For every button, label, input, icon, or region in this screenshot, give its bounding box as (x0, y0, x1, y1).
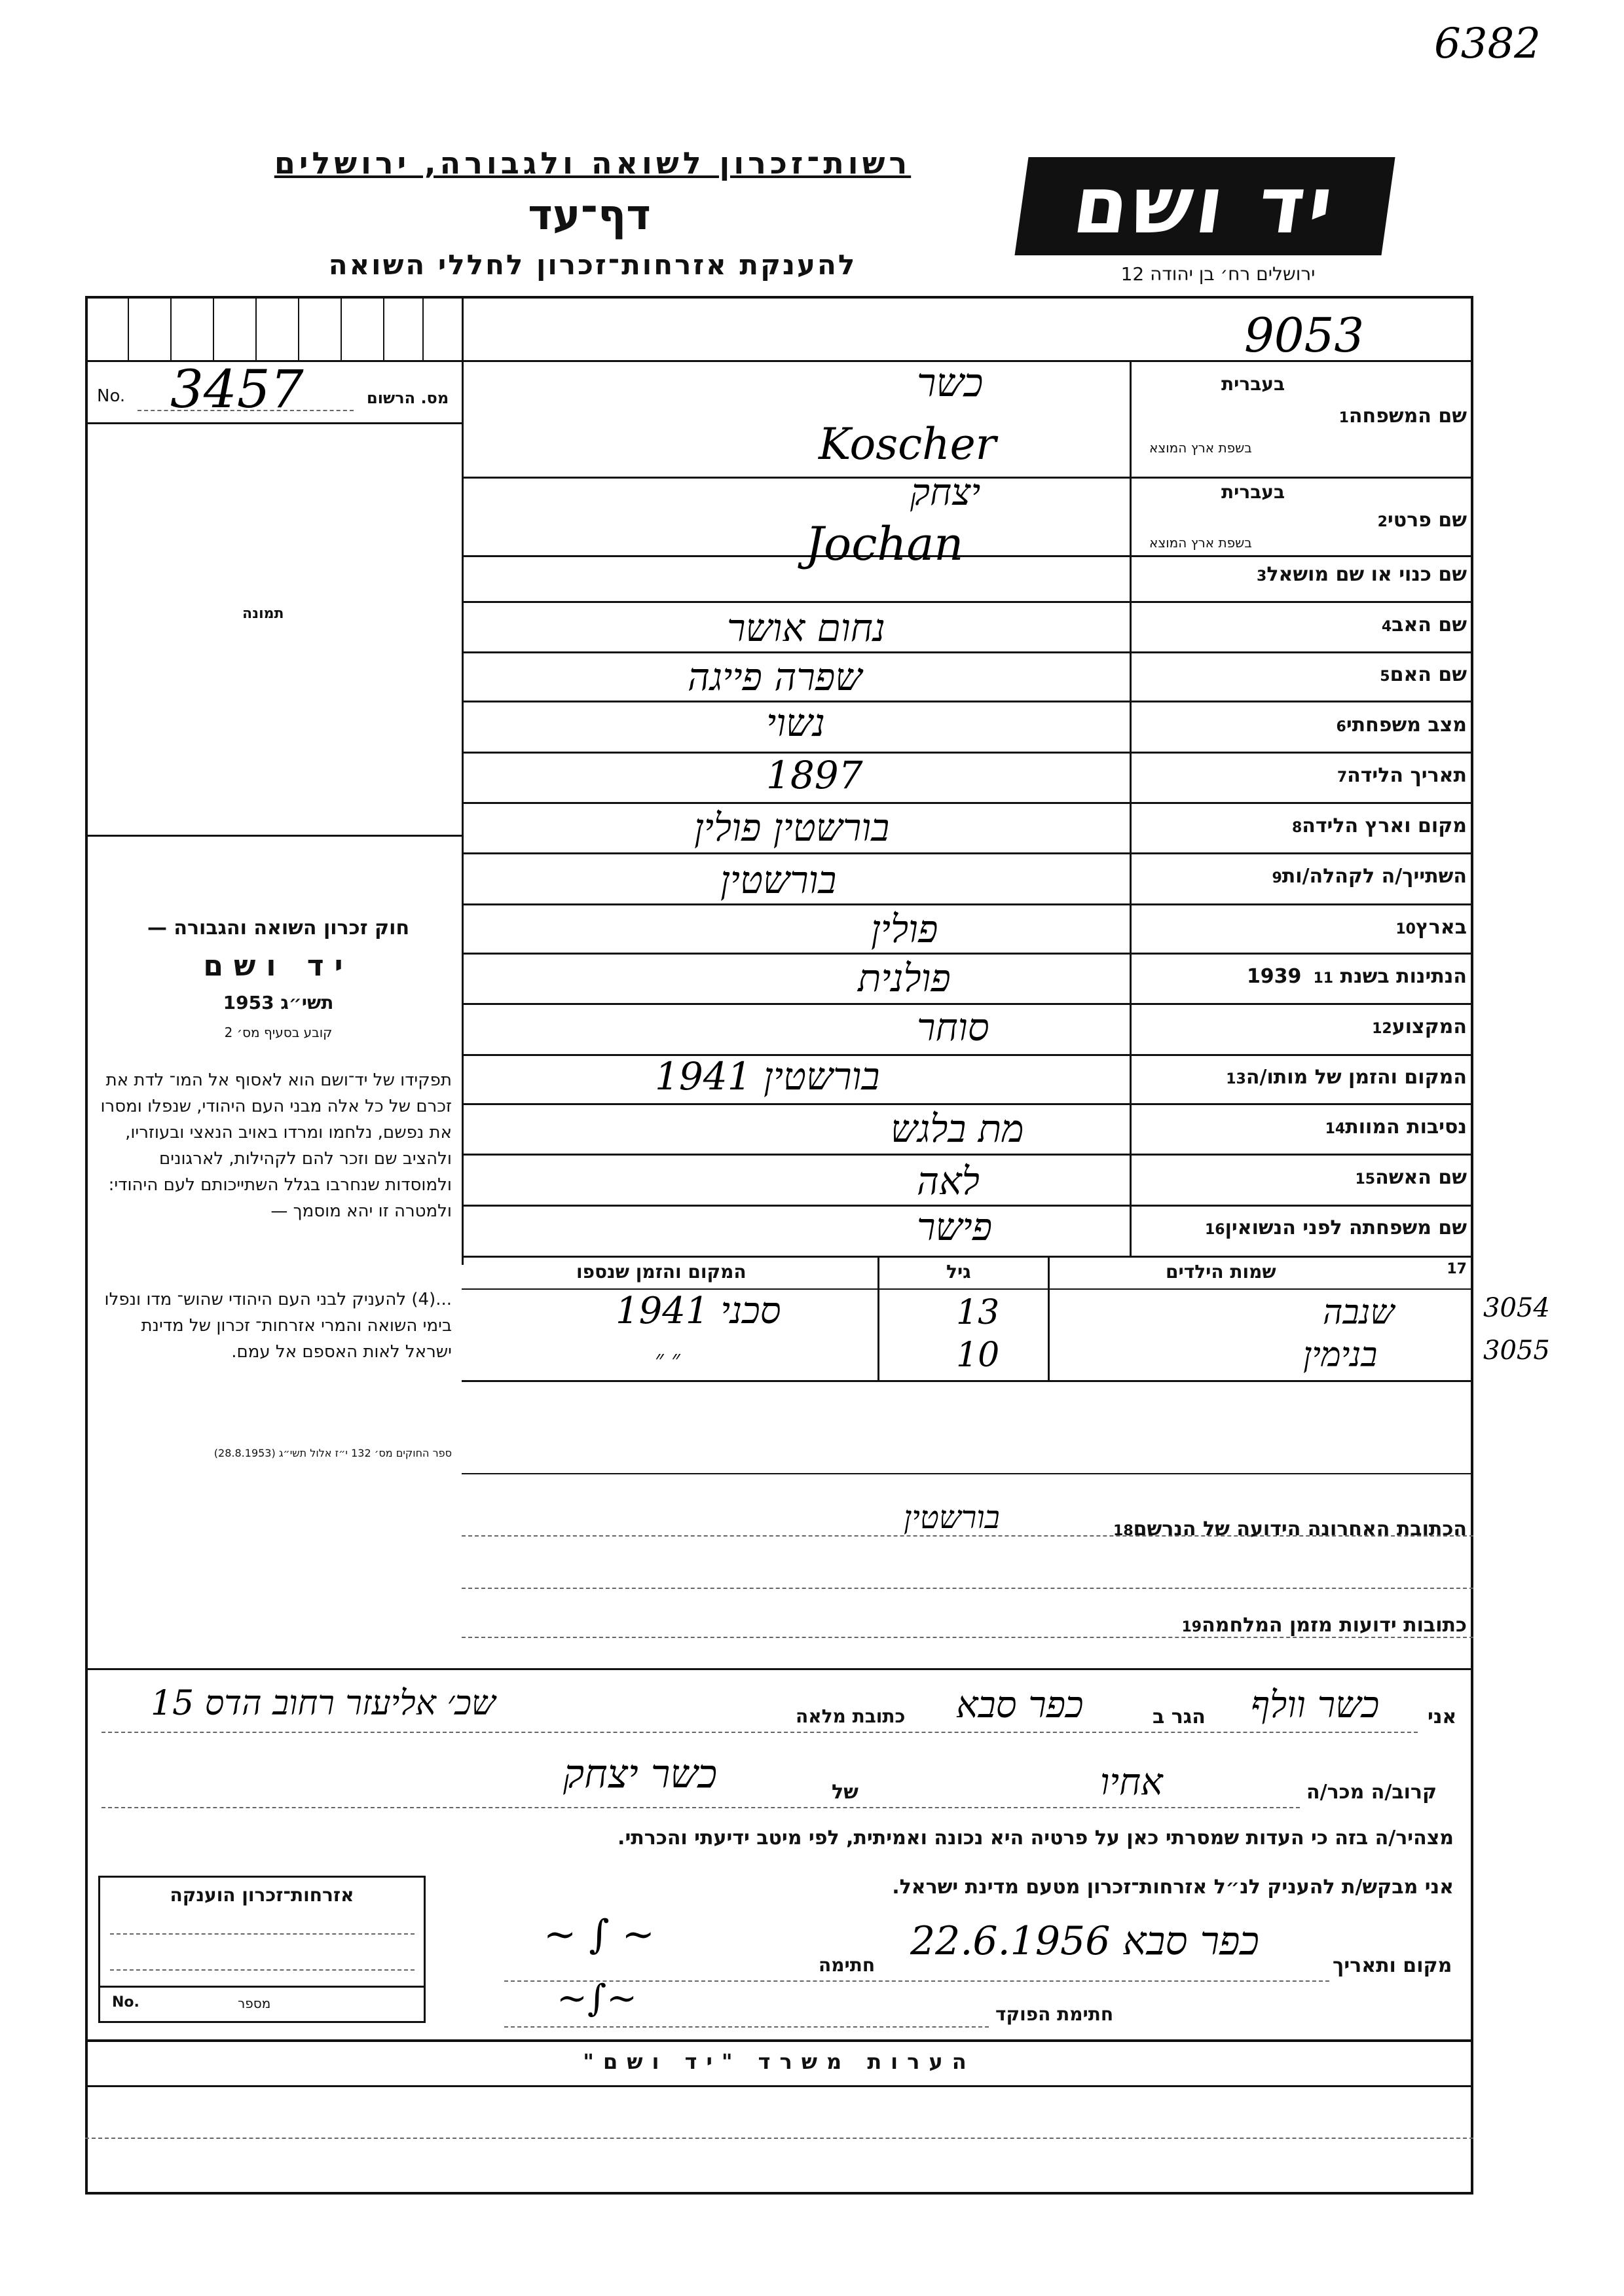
field-14-label: נסיבות המוות (1345, 1116, 1467, 1139)
field-15-number: 15 (1355, 1171, 1376, 1188)
field-15-label: שם האשה (1375, 1166, 1467, 1189)
officer-signature-label: חתימת הפוקד (995, 2003, 1114, 2025)
field-9-value: בורשטין (720, 858, 837, 902)
form-subtitle: להענקת אזרחות־זכרון לחללי השואה (328, 249, 857, 281)
field-16-label: שם משפחתה לפני הנשואין (1225, 1216, 1467, 1239)
field-1-value-hebrew: כשר (917, 360, 984, 406)
photo-label: תמונה (242, 606, 284, 622)
children-col-age: גיל (946, 1261, 971, 1283)
citizenship-stamp-box (98, 1876, 426, 2023)
of-label: של (832, 1781, 858, 1804)
field-1-sub-hebrew: בעברית (1221, 373, 1285, 395)
field-10-number: 10 (1395, 921, 1416, 938)
relation-value: אחיו (1100, 1761, 1163, 1804)
law-year: תשי״ג 1953 (223, 992, 334, 1013)
record-number: 9053 (1244, 308, 1365, 363)
field-9-label: השתייך/ה לקהלה/ות (1282, 865, 1467, 888)
field-6-label: מצב משפחתי (1346, 714, 1467, 737)
child-2-name: בנימין (1303, 1336, 1378, 1375)
children-col-place: המקום והזמן שנספו (576, 1261, 747, 1283)
field-7-label: תאריך הלידה (1347, 764, 1467, 787)
place-date-label: מקום ותאריך (1333, 1954, 1452, 1977)
declaration-statement-2: אני מבקש/ת להעניק לנ״ל אזרחות־זכרון מטעם מדינת ישראל. (892, 1876, 1454, 1899)
law-clause: קובע בסעיף מס׳ 2 (224, 1025, 333, 1040)
field-12-number: 12 (1372, 1021, 1392, 1037)
declaration-statement-1: מצהיר/ה בזה כי העדות שמסרתי כאן על פרטיה היא נכונה ואמיתית, לפי מיטב ידיעתי והכרתי. (618, 1827, 1454, 1850)
field-19-label: כתובות ידועות מזמן המלחמה (1202, 1614, 1467, 1637)
field-1-sub-origin: בשפת ארץ המוצא (1149, 440, 1252, 456)
field-2-sub-origin: בשפת ארץ המוצא (1149, 535, 1252, 551)
stamp-box-no-label: No. (112, 1994, 139, 2011)
declaration-gar-label: הגר ב (1153, 1705, 1206, 1728)
signature-label: חתימה (819, 1954, 876, 1976)
field-1-label: שם המשפחה (1348, 405, 1467, 428)
declaration-ani: אני (1428, 1705, 1457, 1728)
field-12-value: סוחר (917, 1005, 989, 1049)
declarant-signature: ~ ∫ ~ (544, 1912, 655, 1958)
field-15-value: לאה (917, 1159, 980, 1203)
relative-label: קרוב/ה מכר/ה (1306, 1781, 1437, 1804)
field-14-value: מת בלגש (891, 1106, 1024, 1151)
children-col-names: שמות הילדים (1166, 1261, 1276, 1283)
field-11-number: 11 (1313, 970, 1334, 987)
field-16-value: פישר (917, 1205, 993, 1249)
field-2-value-hebrew: יצחק (910, 471, 981, 514)
field-6-value: נשוי (766, 701, 825, 745)
field-2-label: שם פרטי (1387, 509, 1467, 532)
field-18-label: הכתובת האחרונה הידועה של הנרשם (1133, 1518, 1467, 1540)
law-paragraph-2: ...(4) להעניק לבני העם היהודי שהוש־ מדו ונפלו בימי השואה והמרי אזרחות־ זכרון של מדינת ישראל לאות האספם אל עמם. (104, 1290, 452, 1362)
address-label: כתובת מלאה (796, 1705, 906, 1727)
field-4-number: 4 (1381, 619, 1392, 635)
stamp-box-number-label: מספר (238, 1995, 271, 2011)
child-2-place: ״ ״ (655, 1346, 680, 1373)
field-12-label: המקצוע (1392, 1015, 1467, 1038)
field-10-value: פולין (871, 907, 938, 951)
place-date-value: כפר סבא 22.6.1956 (910, 1918, 1259, 1964)
field-2-sub-hebrew: בעברית (1221, 481, 1285, 503)
field-14-number: 14 (1325, 1121, 1346, 1137)
field-13-value: בורשטין 1941 (655, 1054, 880, 1099)
law-title: חוק זכרון השואה והגבורה — (147, 917, 410, 939)
field-1-number: 1 (1338, 410, 1349, 426)
field-18-number: 18 (1113, 1523, 1134, 1539)
remarks-title: הערות משרד "יד ושם" (583, 2049, 976, 2074)
child-1-age: 13 (956, 1293, 1000, 1332)
registration-label: מס. הרשום (367, 389, 449, 407)
child-2-side-number: 3055 (1483, 1336, 1550, 1366)
page-number: 6382 (1434, 20, 1541, 68)
registration-number: 3457 (170, 359, 304, 420)
field-5-number: 5 (1380, 668, 1390, 685)
field-11-value: פולנית (858, 956, 951, 1000)
declarant-name: כשר וולף (1251, 1684, 1380, 1726)
of-name-value: כשר יצחק (563, 1751, 718, 1797)
yad-vashem-logo: יד ושם (1014, 157, 1395, 255)
form-title: דף־עד (528, 191, 651, 240)
logo-address: ירושלים רח׳ בן יהודה 12 (1120, 263, 1316, 285)
field-17-number: 17 (1447, 1261, 1467, 1277)
field-8-label: מקום וארץ הלידה (1302, 814, 1467, 837)
stamp-box-title: אזרחות־זכרון הוענקה (170, 1884, 354, 1906)
declarant-address: שכ׳ אליעזר רחוב הדס 15 (151, 1684, 496, 1723)
law-footnote: ספר החוקים מס׳ 132 י״ז אלול תשי״ג (28.8.1953) (213, 1447, 452, 1459)
field-10-label: בארץ (1415, 916, 1467, 939)
field-19-number: 19 (1181, 1619, 1202, 1635)
field-7-number: 7 (1337, 769, 1348, 786)
field-4-value: נחום אושר (727, 606, 885, 650)
field-2-number: 2 (1377, 514, 1388, 530)
child-2-age: 10 (956, 1336, 1000, 1375)
field-8-number: 8 (1291, 820, 1302, 836)
law-name: יד ושם (203, 949, 354, 983)
field-16-number: 16 (1204, 1222, 1225, 1238)
field-2-value-origin: Jochan (805, 517, 964, 571)
law-paragraph-1: תפקידו של יד־ושם הוא לאסוף אל המו־ לדת את זכרם של כל אלה מבני העם היהודי, שנפלו ומסרו את נפשם, נלחמו ומרדו באויב הנאצי ובעוזריו, ולהציב שם וזכר להם לקהילות, לארגונים ולמוסדות שנחרבו בגלל השתייכותם לעם היהודי: ולמטרה זו יהא מוסמך — (100, 1070, 452, 1221)
field-1-value-origin: Koscher (819, 419, 997, 469)
field-5-label: שם האם (1390, 663, 1467, 686)
field-7-value: 1897 (766, 753, 863, 797)
field-3-label: שם כנוי או שם מושאל (1266, 563, 1467, 586)
field-3-number: 3 (1257, 568, 1267, 585)
field-6-number: 6 (1336, 719, 1346, 735)
officer-signature: ~∫~ (557, 1977, 638, 2020)
field-9-number: 9 (1272, 870, 1282, 886)
field-18-value: בורשטין (904, 1499, 1000, 1536)
child-1-side-number: 3054 (1483, 1293, 1550, 1323)
field-5-value: שפרה פייגה (688, 655, 862, 699)
authority-title: רשות־זכרון לשואה ולגבורה, ירושלים (274, 145, 912, 181)
field-4-label: שם האב (1392, 613, 1467, 636)
field-8-value: בורשטין פולין (694, 805, 890, 850)
child-1-name: שנבה (1323, 1293, 1395, 1332)
child-1-place: סכני 1941 (616, 1290, 781, 1332)
field-11-label: הנתינות בשנת 1939 (1246, 965, 1467, 988)
registration-label-en: No. (97, 386, 126, 406)
field-13-number: 13 (1226, 1071, 1246, 1087)
declarant-city: כפר סבא (956, 1684, 1084, 1726)
field-13-label: המקום והזמן של מותו/ה (1246, 1066, 1467, 1089)
